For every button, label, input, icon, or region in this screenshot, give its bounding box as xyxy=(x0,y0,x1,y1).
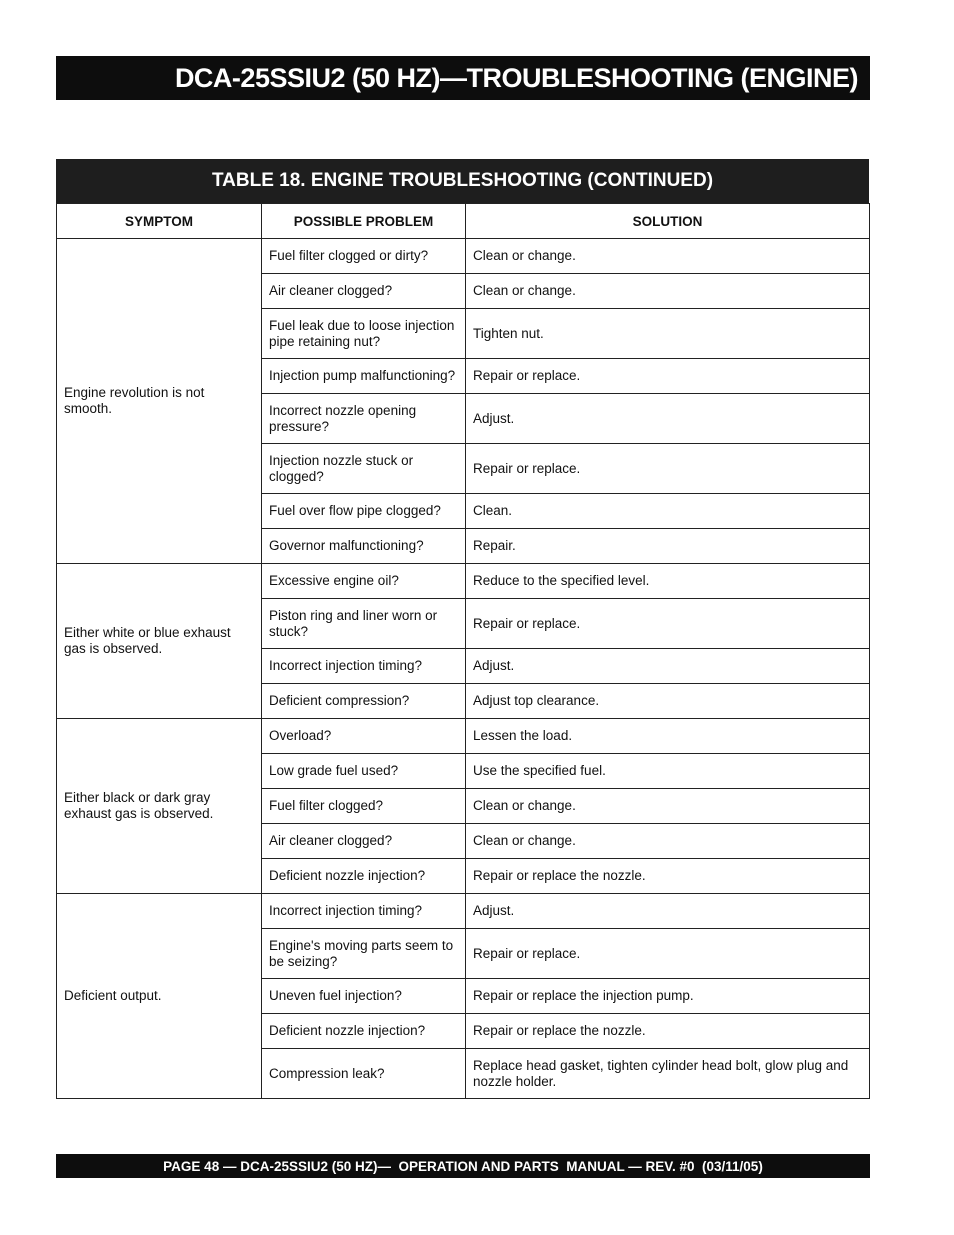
solution-cell: Tighten nut. xyxy=(466,309,870,359)
solution-cell: Repair or replace the nozzle. xyxy=(466,859,870,894)
solution-cell: Adjust. xyxy=(466,894,870,929)
possible-problem-cell: Air cleaner clogged? xyxy=(262,824,466,859)
solution-cell: Clean or change. xyxy=(466,239,870,274)
possible-problem-cell: Injection pump malfunctioning? xyxy=(262,359,466,394)
possible-problem-cell: Deficient compression? xyxy=(262,684,466,719)
table-caption: TABLE 18. ENGINE TROUBLESHOOTING (CONTINUED) xyxy=(56,159,869,203)
solution-cell: Clean or change. xyxy=(466,824,870,859)
symptom-cell: Either white or blue exhaust gas is observed. xyxy=(57,564,262,719)
solution-cell: Adjust. xyxy=(466,394,870,444)
possible-problem-cell: Engine's moving parts seem to be seizing? xyxy=(262,929,466,979)
possible-problem-cell: Fuel filter clogged or dirty? xyxy=(262,239,466,274)
solution-cell: Repair or replace. xyxy=(466,359,870,394)
possible-problem-cell: Fuel leak due to loose injection pipe retaining nut? xyxy=(262,309,466,359)
solution-cell: Repair or replace. xyxy=(466,599,870,649)
solution-cell: Lessen the load. xyxy=(466,719,870,754)
possible-problem-cell: Incorrect injection timing? xyxy=(262,894,466,929)
possible-problem-cell: Excessive engine oil? xyxy=(262,564,466,599)
solution-cell: Repair or replace. xyxy=(466,444,870,494)
possible-problem-cell: Fuel over flow pipe clogged? xyxy=(262,494,466,529)
possible-problem-cell: Deficient nozzle injection? xyxy=(262,1014,466,1049)
column-header-solution: SOLUTION xyxy=(466,204,870,239)
column-header-symptom: SYMPTOM xyxy=(57,204,262,239)
table-row xyxy=(57,719,870,754)
table-row xyxy=(57,239,870,274)
table-row xyxy=(57,564,870,599)
solution-cell: Use the specified fuel. xyxy=(466,754,870,789)
possible-problem-cell: Deficient nozzle injection? xyxy=(262,859,466,894)
troubleshooting-table xyxy=(56,203,870,1099)
solution-cell: Adjust top clearance. xyxy=(466,684,870,719)
troubleshooting-table-container xyxy=(56,159,869,1099)
solution-cell: Replace head gasket, tighten cylinder head bolt, glow plug and nozzle holder. xyxy=(466,1049,870,1099)
solution-cell: Repair or replace. xyxy=(466,929,870,979)
solution-cell: Repair or replace the injection pump. xyxy=(466,979,870,1014)
possible-problem-cell: Compression leak? xyxy=(262,1049,466,1099)
solution-cell: Clean or change. xyxy=(466,789,870,824)
possible-problem-cell: Uneven fuel injection? xyxy=(262,979,466,1014)
solution-cell: Repair or replace the nozzle. xyxy=(466,1014,870,1049)
table-row xyxy=(57,894,870,929)
possible-problem-cell: Governor malfunctioning? xyxy=(262,529,466,564)
solution-cell: Reduce to the specified level. xyxy=(466,564,870,599)
possible-problem-cell: Incorrect nozzle opening pressure? xyxy=(262,394,466,444)
page-title: DCA-25SSIU2 (50 HZ)—TROUBLESHOOTING (ENGINE) xyxy=(56,56,870,100)
table-body xyxy=(57,239,870,1099)
symptom-cell: Either black or dark gray exhaust gas is observed. xyxy=(57,719,262,894)
table-header-row xyxy=(57,204,870,239)
possible-problem-cell: Fuel filter clogged? xyxy=(262,789,466,824)
solution-cell: Repair. xyxy=(466,529,870,564)
possible-problem-cell: Incorrect injection timing? xyxy=(262,649,466,684)
possible-problem-cell: Piston ring and liner worn or stuck? xyxy=(262,599,466,649)
possible-problem-cell: Air cleaner clogged? xyxy=(262,274,466,309)
possible-problem-cell: Injection nozzle stuck or clogged? xyxy=(262,444,466,494)
solution-cell: Clean. xyxy=(466,494,870,529)
symptom-cell: Engine revolution is not smooth. xyxy=(57,239,262,564)
solution-cell: Clean or change. xyxy=(466,274,870,309)
column-header-possible-problem: POSSIBLE PROBLEM xyxy=(262,204,466,239)
symptom-cell: Deficient output. xyxy=(57,894,262,1099)
possible-problem-cell: Low grade fuel used? xyxy=(262,754,466,789)
possible-problem-cell: Overload? xyxy=(262,719,466,754)
page-footer: PAGE 48 — DCA-25SSIU2 (50 HZ)— OPERATION AND PARTS MANUAL — REV. #0 (03/11/05) xyxy=(56,1154,870,1178)
solution-cell: Adjust. xyxy=(466,649,870,684)
